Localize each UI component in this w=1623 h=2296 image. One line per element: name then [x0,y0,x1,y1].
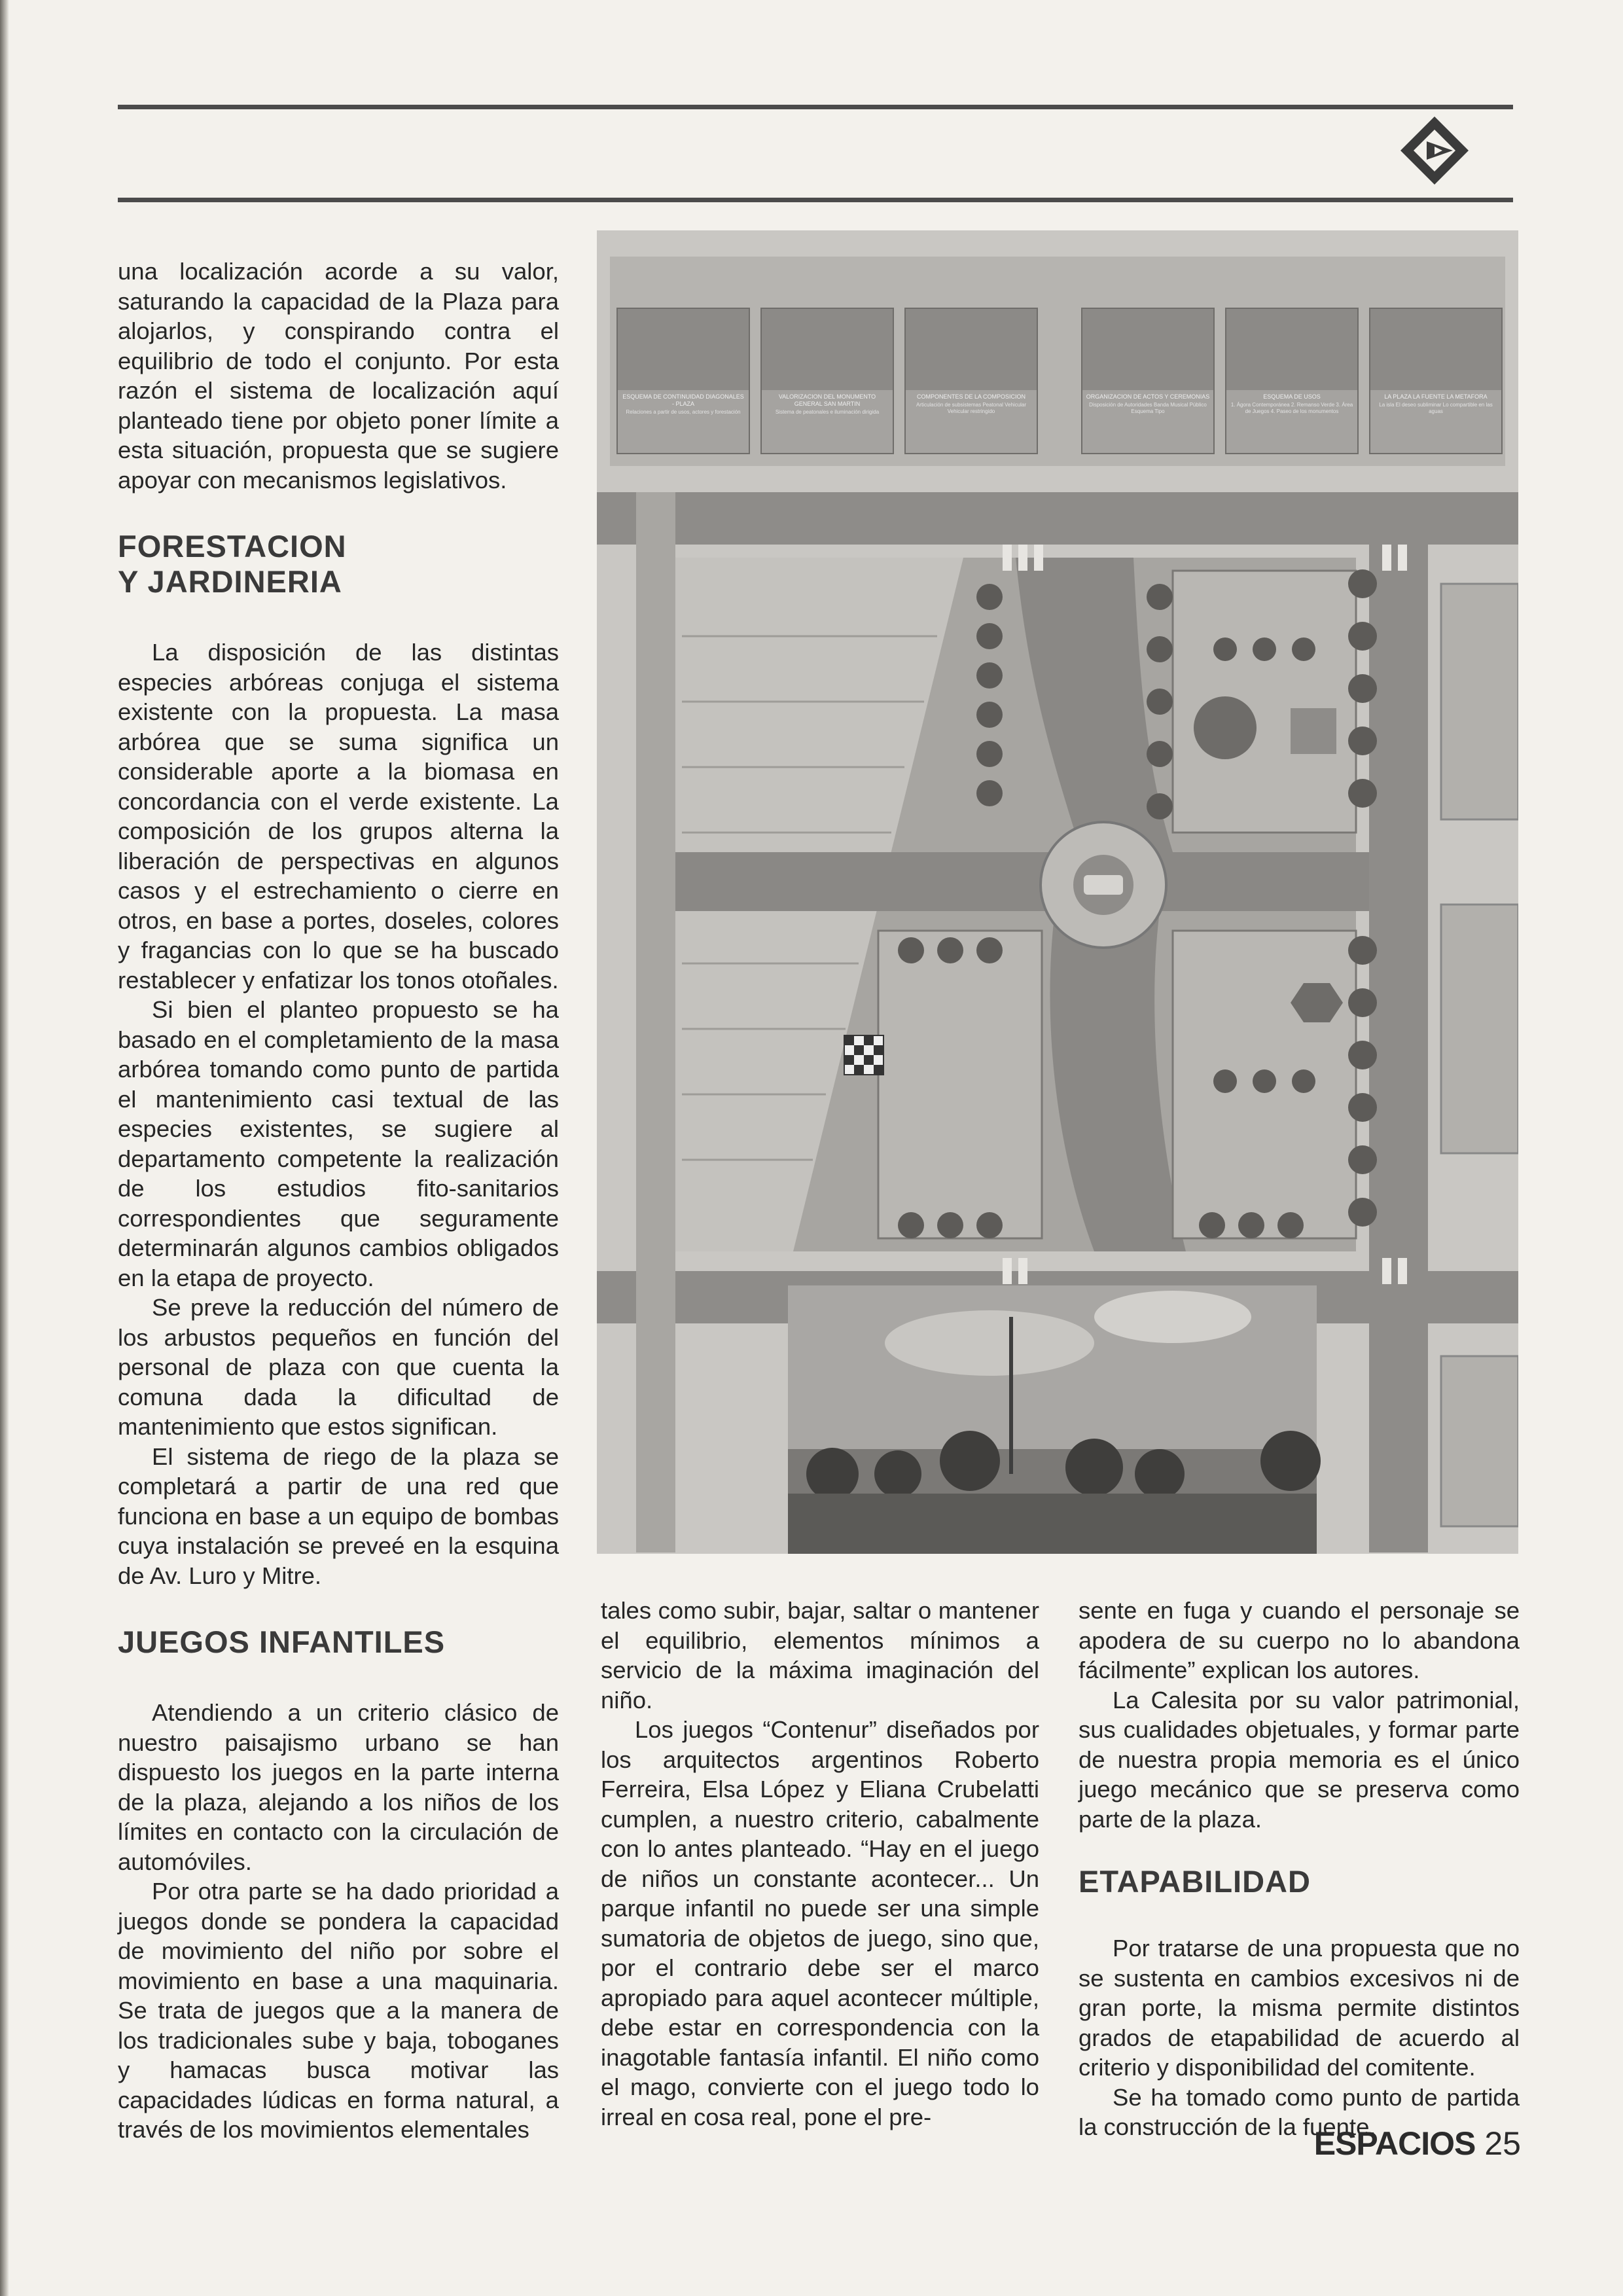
paragraph: Se ha tomado como punto de partida la construcción de la fuente. [1079,2083,1520,2140]
paragraph: tales como subir, bajar, saltar o mantener el equilibrio, elementos mínimos a servicio de la máxima imaginación del niño. [601,1597,1039,1713]
page-footer [1314,2125,1521,2162]
figure-panel: LA PLAZA LA FUENTE LA METAFORA La isla El deseo subliminar Lo compartible en las aguas [1369,308,1503,454]
panel-diagram [1082,309,1213,390]
paragraph: La disposición de las distintas especies arbóreas conjuga el sistema existente con la propuesta. La masa arbórea que se suma significa un considerable aporte a la biomasa en concordancia con el verde existente. La composición de los grupos alterna la liberación de perspectivas en algunos casos y el estrechamiento o cierre en otros, en base a portes, doseles, colores y fragancias con lo que se ha buscado restablecer y enfatizar los tonos otoñales. [118,639,559,994]
figure-panel: ESQUEMA DE USOS 1. Ágora Contemporánea 2. Remanso Verde 3. Área de Juegos 4. Paseo de los monumentos [1225,308,1359,454]
paragraph: Los juegos “Contenur” diseñados por los arquitectos argentinos Roberto Ferreira, Elsa López y Eliana Crubelatti cumplen, a nuestro criterio, cabalmente con lo antes planteado. “Hay en el juego de niños un constante acontecer... Un parque infantil no puede ser una simple sumatoria de objetos de juego, sino que, por el contrario debe ser el marco apropiado para aquel acontecer múltiple, debe estar en correspondencia con la inagotable fantasía infantil. El niño como el mago, convierte con el juego todo lo irreal en cosa real, pone el pre- [601,1716,1039,2130]
page-binding-edge [0,0,9,2296]
panel-diagram [906,309,1037,390]
figure-panel: ESQUEMA DE CONTINUIDAD DIAGONALES - PLAZA Relaciones a partir de usos, actores y forestación [616,308,750,454]
header-rule-top [118,105,1513,109]
section-heading-juegos: JUEGOS INFANTILES [118,1624,446,1659]
figure-panel: COMPONENTES DE LA COMPOSICION Articulación de subsistemas Peatonal Vehicular Vehicular restringido [904,308,1038,454]
figure-panel: VALORIZACION DEL MONUMENTO GENERAL SAN MARTIN Sistema de peatonales e iluminación dirigida [760,308,894,454]
panel-diagram [1226,309,1357,390]
text-column-2 [601,1596,1039,2132]
paragraph: Por tratarse de una propuesta que no se sustenta en cambios excesivos ni de gran porte, la misma permite distintos grados de etapabilidad de acuerdo al criterio y disponibilidad del comitente. [1079,1935,1520,2081]
panel-diagram [762,309,893,390]
section-heading-etapabilidad: ETAPABILIDAD [1079,1864,1311,1899]
paragraph: una localización acorde a su valor, saturando la capacidad de la Plaza para alojarlos, y conspirando contra el equilibrio de todo el conjunto. Por esta razón el sistema de localización aquí planteado tiene por objeto poner límite a esta situación, propuesta que se sugiere apoyar con mecanismos legislativos. [118,258,559,493]
paragraph: Por otra parte se ha dado prioridad a juegos donde se pondera la capacidad de movimiento del niño por sobre el movimiento en base a una maquinaria. Se trata de juegos que a la manera de los tradicionales sube y baja, toboganes y hamacas busca motivar las capacidades lúdicas en forma natural, a través de los movimientos elementales [118,1878,559,2143]
text-column-3 [1079,1596,1520,2142]
magazine-name: ESPACIOS [1313,2125,1476,2162]
figure-panel: ORGANIZACION DE ACTOS Y CEREMONIAS Disposición de Autoridades Banda Musical Público Esquema Tipo [1081,308,1215,454]
paragraph: La Calesita por su valor patrimonial, sus cualidades objetuales, y formar parte de nuestra propia memoria es el único juego mecánico que se preserva como parte de la plaza. [1079,1686,1520,1833]
section-heading-forestacion: FORESTACION Y JARDINERIA [118,529,347,599]
header-rule-bottom [118,198,1513,202]
figure-panels [616,308,1500,452]
panel-diagram [618,309,749,390]
magazine-logo-icon [1397,113,1472,188]
paragraph: Si bien el planteo propuesto se ha basado en el completamiento de la masa arbórea tomando como punto de partida el mantenimiento casi textual de las especies existentes, se sugiere al departamento competente la realización de los estudios fito-sanitarios correspondientes que seguramente determinarán algunos cambios obligados en la etapa de proyecto. [118,996,559,1291]
panel-diagram [1370,309,1501,390]
paragraph: sente en fuga y cuando el personaje se apodera de su cuerpo no lo abandona fácilmente” explican los autores. [1079,1597,1520,1683]
paragraph: El sistema de riego de la plaza se completará a partir de una red que funciona en base a un equipo de bombas cuya instalación se preveé en la esquina de Av. Luro y Mitre. [118,1443,559,1589]
page-number: 25 [1484,2125,1521,2162]
paragraph: Atendiendo a un criterio clásico de nuestro paisajismo urbano se han dispuesto los juegos en la parte interna de la plaza, alejando a los niños de los límites en contacto con la circulación de automóviles. [118,1699,559,1875]
text-column-1 [118,257,559,2145]
paragraph: Se preve la reducción del número de los arbustos pequeños en función del personal de plaza con que cuenta la comuna dada la dificultad de mantenimiento que estos significan. [118,1294,559,1440]
plaza-plan-figure [597,230,1518,1554]
